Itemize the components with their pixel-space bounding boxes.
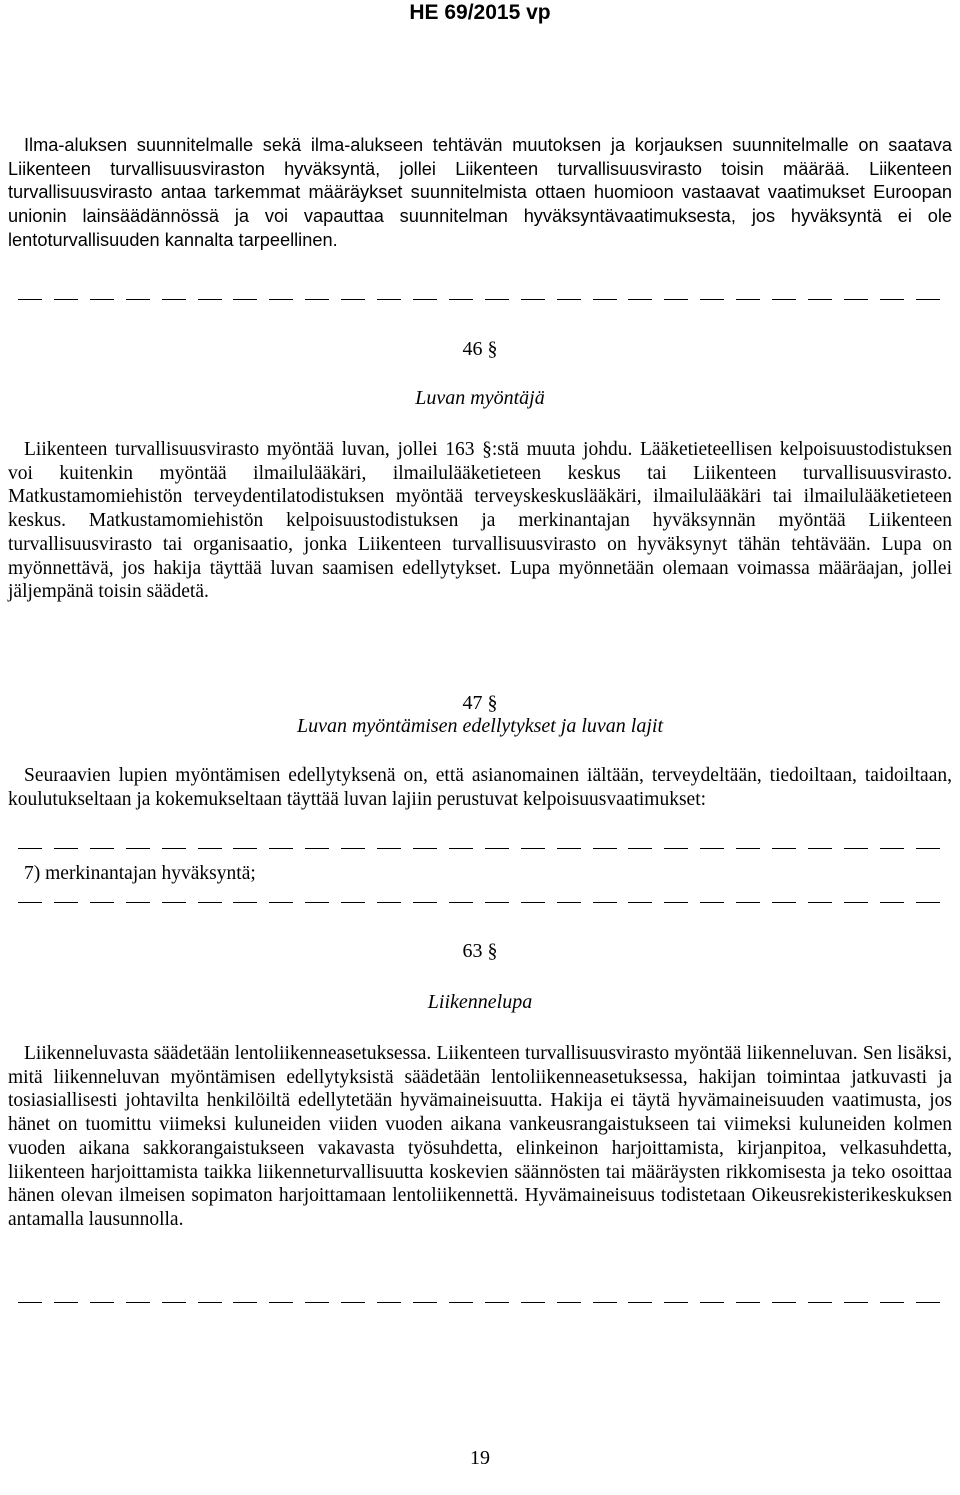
omission-dash [772,848,796,849]
omission-dash [18,1302,42,1303]
omission-dash [198,299,222,300]
omission-dash [18,299,42,300]
omission-dash [593,848,617,849]
omission-dash [736,848,760,849]
omission-dash [808,299,832,300]
omission-line-3 [0,898,960,906]
omission-dash [305,848,329,849]
omission-dash [880,902,904,903]
omission-dash [772,299,796,300]
omission-dash [233,902,257,903]
section-number-63: 63 § [462,940,498,962]
section-number-47: 47 § [462,692,498,714]
omission-dash [700,902,724,903]
section-text-46: Liikenteen turvallisuusvirasto myöntää luvan, jollei 163 §:stä muuta johdu. Lääketieteellisen kelpoisuustodistuksen voi kuitenkin myöntää ilmailulääkäri, ilmailulääketieteen keskus tai Liikenteen turvallisuusvirasto. Matkustamomiehistön terveydentilatodistuksen myöntää terveyskeskuslääkäri, ilmailulääkäri tai ilmailulääketieteen keskus. Matkustamomiehistön kelpoisuustodistuksen ja merkinantajan hyväksynnän myöntää Liikenteen turvallisuusvirasto tai organisaatio, jonka Liikenteen turvallisuusvirasto on hyväksynyt tähän tehtävään. Lupa on myönnettävä, jos hakija täyttää luvan saamisen edellytykset. Lupa myönnetään olemaan voimassa määräajan, jollei jäljempänä toisin säädetä. [8,439,952,603]
section-text-63: Liikenneluvasta säädetään lentoliikenneasetuksessa. Liikenteen turvallisuusvirasto myöntää liikenneluvan. Sen lisäksi, mitä liikenneluvan myöntämisen edellytyksistä säädetään lentoliikenneasetuksessa, hakijan toimintaa jatkuvasti ja tosiasiallisesti johtavilta henkilöiltä edellytetään hyvämaineisuutta. Hakija ei täytä hyvämaineisuuden vaatimusta, jos hänet on tuomittu viimeksi kuluneiden viiden vuoden aikana vankeusrangaistukseen tai viimeksi kuluneiden kolmen vuoden aikana sakkorangaistukseen vakavasta työsuhdetta, elinkeinon harjoittamista, kirjanpitoa, velkasuhdetta, liikenteen harjoittamista taikka liikenneturvallisuutta koskevien säännösten tai määräysten rikkomisesta ja teko osoittaa hänen olevan ilmeisen sopimaton harjoittamaan lentoliikennettä. Hyvämaineisuus todistetaan Oikeusrekisterikeskuksen antamalla lausunnolla. [8,1043,952,1230]
omission-dash [18,902,42,903]
omission-dash [54,848,78,849]
page-number: 19 [470,1447,490,1469]
omission-dash [593,902,617,903]
omission-dash [449,902,473,903]
omission-dash [377,1302,401,1303]
omission-dash [341,902,365,903]
omission-dash [90,902,114,903]
section-title-47: Luvan myöntämisen edellytykset ja luvan lajit [296,715,664,737]
omission-dash [844,902,868,903]
omission-dash [341,1302,365,1303]
omission-dash [808,1302,832,1303]
omission-dash [413,902,437,903]
omission-dash [736,299,760,300]
omission-dash [377,902,401,903]
omission-dash [377,299,401,300]
omission-dash [162,1302,186,1303]
omission-dash [377,848,401,849]
omission-dash [162,902,186,903]
omission-dash [916,299,940,300]
omission-dash [808,848,832,849]
omission-dash [557,1302,581,1303]
omission-dash [557,848,581,849]
omission-dash [700,1302,724,1303]
omission-dash [880,848,904,849]
omission-dash [233,1302,257,1303]
omission-dash [269,848,293,849]
section-title-46: Luvan myöntäjä [415,387,545,409]
omission-dash [485,902,509,903]
omission-dash [126,902,150,903]
omission-line-4 [0,1298,960,1306]
omission-dash [593,299,617,300]
omission-line-2 [0,844,960,852]
omission-dash [521,299,545,300]
omission-dash [90,1302,114,1303]
omission-dash [664,1302,688,1303]
omission-dash [305,299,329,300]
omission-dash [341,848,365,849]
omission-dash [413,299,437,300]
omission-dash [449,299,473,300]
omission-dash [305,902,329,903]
omission-dash [916,902,940,903]
omission-dash [700,299,724,300]
omission-dash [880,299,904,300]
omission-dash [521,848,545,849]
omission-dash [449,848,473,849]
omission-dash [269,902,293,903]
omission-dash [54,1302,78,1303]
omission-dash [269,1302,293,1303]
omission-dash [485,1302,509,1303]
omission-dash [18,848,42,849]
omission-dash [664,848,688,849]
omission-dash [628,848,652,849]
omission-dash [54,299,78,300]
omission-dash [844,1302,868,1303]
omission-dash [54,902,78,903]
omission-dash [198,1302,222,1303]
omission-dash [772,1302,796,1303]
omission-dash [126,299,150,300]
list-item-7: 7) merkinantajan hyväksyntä; [24,863,256,884]
omission-dash [90,299,114,300]
omission-dash [700,848,724,849]
omission-dash [269,299,293,300]
omission-dash [233,299,257,300]
omission-dash [126,848,150,849]
omission-dash [485,848,509,849]
omission-dash [664,299,688,300]
omission-dash [162,299,186,300]
omission-dash [628,299,652,300]
omission-dash [90,848,114,849]
omission-dash [593,1302,617,1303]
section-text-47: Seuraavien lupien myöntämisen edellytyksenä on, että asianomainen iältään, terveydeltään, tiedoiltaan, taidoiltaan, koulutukseltaan ja kokemukseltaan täyttää luvan lajiin perustuvat kelpoisuusvaatimukset: [8,765,952,810]
omission-dash [413,1302,437,1303]
omission-dash [126,1302,150,1303]
omission-dash [521,1302,545,1303]
omission-dash [772,902,796,903]
omission-line-1 [0,295,960,303]
omission-dash [736,1302,760,1303]
omission-dash [844,299,868,300]
omission-dash [557,902,581,903]
omission-dash [808,902,832,903]
omission-dash [557,299,581,300]
paragraph-aircraft-plan: Ilma-aluksen suunnitelmalle sekä ilma-alukseen tehtävän muutoksen ja korjauksen suunnitelmalle on saatava Liikenteen turvallisuusviraston hyväksyntä, jollei Liikenteen turvallisuusvirasto toisin määrää. Liikenteen turvallisuusvirasto antaa tarkemmat määräykset suunnitelmista ottaen huomioon vastaavat vaatimukset Euroopan unionin lainsäädännössä ja voi vapauttaa suunnitelman hyväksyntävaatimuksesta, jos hyväksyntä ei ole lentoturvallisuuden kannalta tarpeellinen. [8,135,952,250]
omission-dash [916,1302,940,1303]
omission-dash [413,848,437,849]
omission-dash [485,299,509,300]
section-number-46: 46 § [462,338,498,360]
omission-dash [521,902,545,903]
omission-dash [449,1302,473,1303]
omission-dash [341,299,365,300]
document-header: HE 69/2015 vp [409,1,551,24]
section-title-63: Liikennelupa [427,991,533,1013]
omission-dash [736,902,760,903]
omission-dash [305,1302,329,1303]
omission-dash [198,902,222,903]
omission-dash [844,848,868,849]
omission-dash [916,848,940,849]
omission-dash [233,848,257,849]
omission-dash [628,1302,652,1303]
omission-dash [628,902,652,903]
omission-dash [664,902,688,903]
omission-dash [162,848,186,849]
omission-dash [198,848,222,849]
omission-dash [880,1302,904,1303]
